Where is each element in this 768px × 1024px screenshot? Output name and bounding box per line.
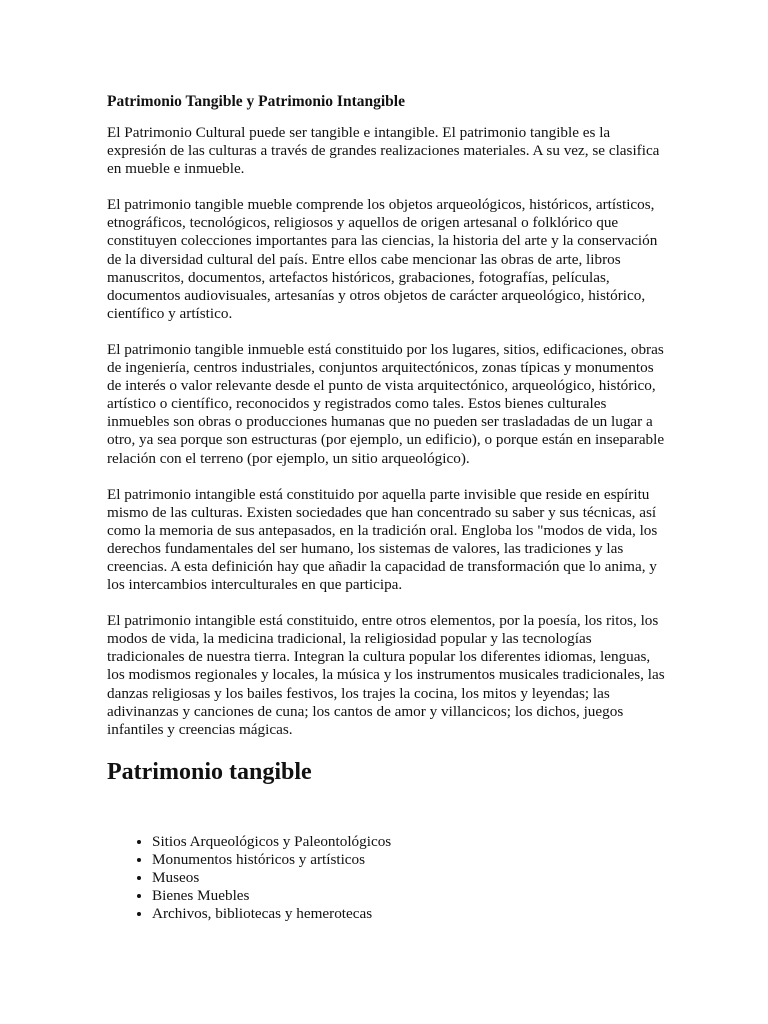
- paragraph-intangible: El patrimonio intangible está constituido por aquella parte invisible que reside en espíritu mismo de las culturas. Existen sociedades que han concentrado su saber y sus técnicas, así como la memoria de sus antepasados, en la tradición oral. Engloba los "modos de vida, los derechos fundamentales del ser humano, los sistemas de valores, las tradiciones y las creencias. A esta definición hay que añadir la capacidad de transformación que lo anima, y los intercambios interculturales en que participa.: [107, 485, 658, 594]
- list-item: • Monumentos históricos y artísticos: [152, 851, 667, 869]
- tangible-list: [107, 833, 667, 923]
- paragraph-intro: El Patrimonio Cultural puede ser tangible e intangible. El patrimonio tangible es la expresión de las culturas a través de grandes realizaciones materiales. A su vez, se clasifica en mueble e inmueble.: [107, 124, 660, 178]
- list-item: • Museos: [152, 869, 667, 887]
- document-title: Patrimonio Tangible y Patrimonio Intangible: [107, 93, 405, 110]
- list-item: • Archivos, bibliotecas y hemerotecas: [152, 905, 667, 923]
- list-item: • Sitios Arqueológicos y Paleontológicos: [152, 833, 667, 851]
- document-page: [107, 92, 667, 923]
- paragraph-intangible-elements: El patrimonio intangible está constituido, entre otros elementos, por la poesía, los ritos, los modos de vida, la medicina tradicional, la religiosidad popular y las tecnologías tradicionales de nuestra tierra. Integran la cultura popular los diferentes idiomas, lenguas, los modismos regionales y locales, la música y los instrumentos musicales tradicionales, las danzas religiosas y los bailes festivos, los trajes la cocina, los mitos y leyendas; las adivinanzas y canciones de cuna; los cantos de amor y villancicos; los dichos, juegos infantiles y creencias mágicas.: [107, 612, 665, 738]
- list-item: • Bienes Muebles: [152, 887, 667, 905]
- paragraph-tangible-inmueble: El patrimonio tangible inmueble está constituido por los lugares, sitios, edificaciones, obras de ingeniería, centros industriales, conjuntos arquitectónicos, zonas típicas y monumentos de interés o valor relevante desde el punto de vista arquitectónico, arqueológico, histórico, artístico o científico, reconocidos y registrados como tales. Estos bienes culturales inmuebles son obras o producciones humanas que no pueden ser trasladadas de un lugar a otro, ya sea porque son estructuras (por ejemplo, un edificio), o porque están en inseparable relación con el terreno (por ejemplo, un sitio arqueológico).: [107, 340, 665, 467]
- paragraph-tangible-mueble: El patrimonio tangible mueble comprende los objetos arqueológicos, históricos, artísticos, etnográficos, tecnológicos, religiosos y aquellos de origen artesanal o folklórico que constituyen colecciones importantes para las ciencias, la historia del arte y la conservación de la diversidad cultural del país. Entre ellos cabe mencionar las obras de arte, libros manuscritos, documentos, artefactos históricos, grabaciones, fotografías, películas, documentos audiovisuales, artesanías y otros objetos de carácter arqueológico, histórico, científico y artístico.: [107, 196, 658, 322]
- section-heading-tangible: Patrimonio tangible: [107, 758, 312, 785]
